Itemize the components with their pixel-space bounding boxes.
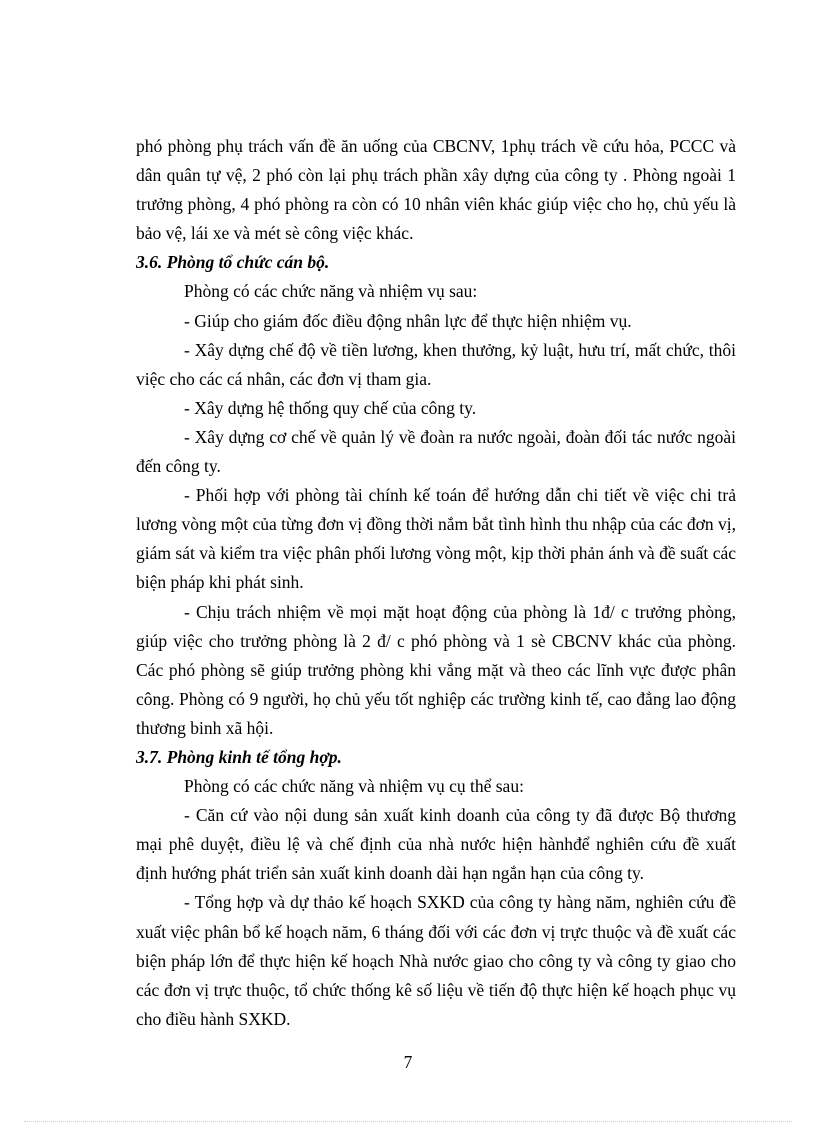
list-item: - Xây dựng hệ thống quy chế của công ty. <box>184 397 477 418</box>
list-item: - Xây dựng cơ chế về quản lý về đoàn ra nước ngoài, đoàn đối tác nước ngoài đến công ty. <box>136 426 736 477</box>
list-item: - Tổng hợp và dự thảo kế hoạch SXKD của công ty hàng năm, nghiên cứu đề xuất việc phân bổ kế hoạch năm, 6 tháng đối với các đơn vị trực thuộc và đề xuất các biện pháp lớn để thực hiện kế hoạch Nhà nước giao cho công ty và công ty giao cho các đơn vị trực thuộc, tổ chức thống kê số liệu về tiến độ thực hiện kế hoạch phục vụ cho điều hành SXKD. <box>136 892 736 1029</box>
list-item: - Xây dựng chế độ về tiền lương, khen thưởng, kỷ luật, hưu trí, mất chức, thôi việc cho các cá nhân, các đơn vị tham gia. <box>136 339 736 389</box>
list-item: - Giúp cho giám đốc điều động nhân lực để thực hiện nhiệm vụ. <box>184 310 632 331</box>
list-item: - Phối hợp với phòng tài chính kế toán để hướng dẫn chi tiết về việc chi trả lương vòng một của từng đơn vị đồng thời nắm bắt tình hình thu nhập của các đơn vị, giám sát và kiểm tra việc phân phối lương vòng một, kịp thời phản ánh và đề suất các biện pháp khi phát sinh. <box>136 485 736 593</box>
paragraph: Phòng có các chức năng và nhiệm vụ sau: <box>184 281 478 302</box>
list-item: - Chịu trách nhiệm về mọi mặt hoạt động của phòng là 1đ/ c trưởng phòng, giúp việc cho trưởng phòng là 2 đ/ c phó phòng và 1 sè CBCNV khác của phòng. Các phó phòng sẽ giúp trưởng phòng khi vắng mặt và theo các lĩnh vực được phân công. Phòng có 9 người, họ chủ yếu tốt nghiệp các trường kinh tế, cao đẳng lao động thương binh xã hội. <box>136 601 736 738</box>
section-heading-3-7: 3.7. Phòng kinh tế tổng hợp. <box>136 746 342 767</box>
document-body <box>136 132 736 1034</box>
page-bottom-divider <box>24 1121 792 1122</box>
paragraph-continuation: phó phòng phụ trách vấn đề ăn uống của CBCNV, 1phụ trách về cứu hỏa, PCCC và dân quân tự vệ, 2 phó còn lại phụ trách phần xây dựng của công ty . Phòng ngoài 1 trưởng phòng, 4 phó phòng ra còn có 10 nhân viên khác giúp việc cho họ, chủ yếu là bảo vệ, lái xe và mét sè công việc khác. <box>136 136 736 244</box>
list-item: - Căn cứ vào nội dung sản xuất kinh doanh của công ty đã được Bộ thương mại phê duyệt, điều lệ và chế định của nhà nước hiện hànhđể nghiên cứu đề xuất định hướng phát triển sản xuất kinh doanh dài hạn ngắn hạn của công ty. <box>136 805 736 884</box>
section-heading-3-6: 3.6. Phòng tổ chức cán bộ. <box>136 252 330 273</box>
page-number: 7 <box>403 1052 413 1072</box>
paragraph: Phòng có các chức năng và nhiệm vụ cụ thể sau: <box>184 776 524 797</box>
